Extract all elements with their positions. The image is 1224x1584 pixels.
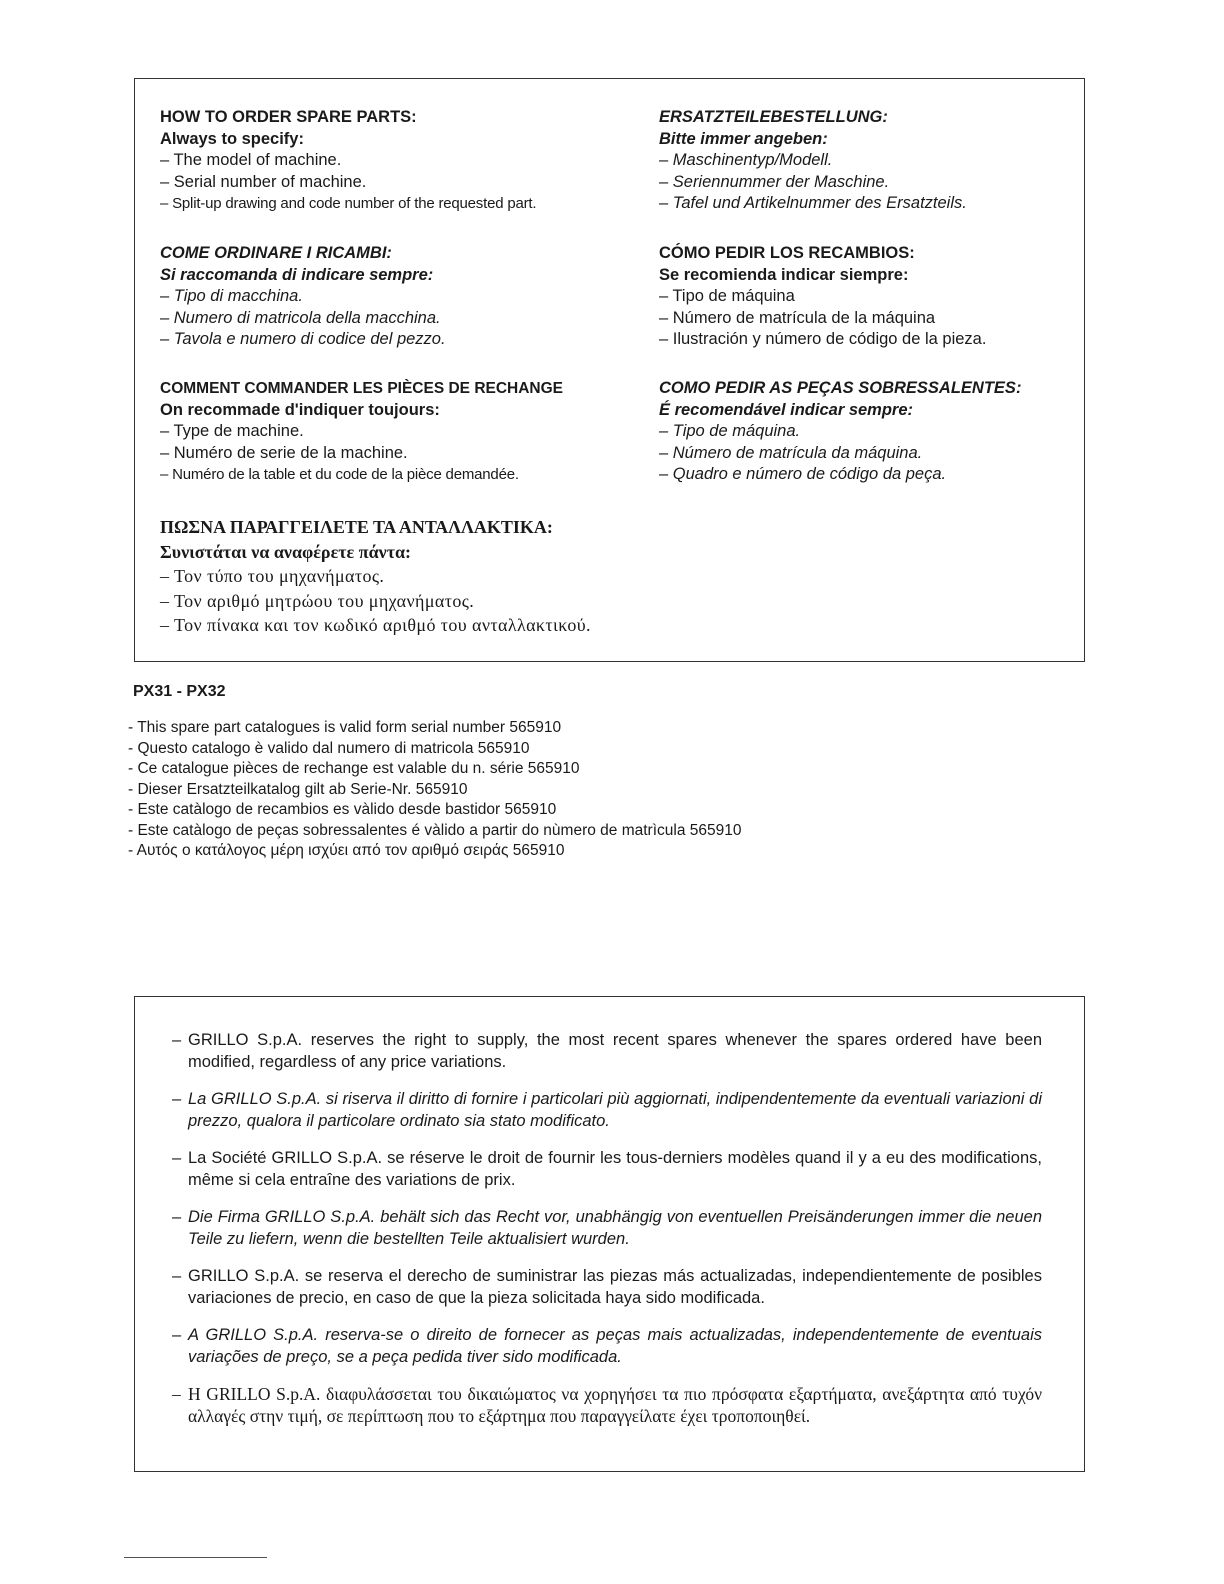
notice-french	[172, 1147, 1042, 1191]
list-item: – Τον τύπο του μηχανήματος.	[160, 566, 385, 586]
list-item: – The model of machine.	[160, 151, 342, 169]
section-french	[160, 378, 563, 486]
list-item: – Quadro e número de código da peça.	[659, 465, 947, 483]
section-english	[160, 107, 536, 215]
notice-text: GRILLO S.p.A. se reserva el derecho de suministrar las piezas más actualizadas, independientemente de posibles variaciones de precio, en caso de que la pieza solicitada haya sido modificada.	[188, 1267, 1042, 1307]
validity-line: - Questo catalogo è valido dal numero di matricola 565910	[128, 739, 530, 757]
section-subtitle: Se recomienda indicar siempre:	[659, 265, 909, 284]
section-title: ERSATZTEILEBESTELLUNG:	[659, 108, 888, 126]
dash: –	[172, 1326, 182, 1344]
notice-portuguese	[172, 1324, 1042, 1368]
validity-line: - Este catàlogo de peças sobressalentes é vàlido a partir do nùmero de matrìcula 565910	[128, 821, 742, 839]
validity-list	[128, 718, 741, 862]
notice-greek	[172, 1383, 1042, 1427]
footer-rule	[124, 1557, 267, 1558]
notice-text: La GRILLO S.p.A. si riserva il diritto di fornire i particolari più aggiornati, indipendentemente da eventuali variazioni di prezzo, qualora il particolare ordinato sia stato modificato.	[188, 1090, 1042, 1130]
validity-line: - Αυτός ο κατάλογος μέρη ισχύει από τον αριθμό σειράς 565910	[128, 842, 565, 859]
section-italian	[160, 243, 446, 351]
validity-line: - This spare part catalogues is valid form serial number 565910	[128, 719, 562, 736]
notice-text: GRILLO S.p.A. reserves the right to supply, the most recent spares whenever the spares ordered have been modified, regardless of any price variations.	[188, 1031, 1042, 1071]
dash: –	[172, 1090, 182, 1108]
list-item: – Número de matrícula da máquina.	[659, 443, 923, 462]
section-subtitle: Always to specify:	[160, 129, 304, 148]
section-title: COMMENT COMMANDER LES PIÈCES DE RECHANGE	[160, 380, 564, 397]
dash: –	[172, 1267, 182, 1285]
list-item: – Numéro de la table et du code de la pièce demandée.	[160, 466, 519, 483]
notice-text: A GRILLO S.p.A. reserva-se o direito de fornecer as peças mais actualizadas, independentemente de eventuais variações de preço, se a peça pedida tiver sido modificada.	[188, 1326, 1042, 1366]
section-greek	[160, 515, 591, 638]
list-item: – Τον αριθμό μητρώου του μηχανήματος.	[160, 590, 475, 611]
list-item: – Tipo de máquina	[659, 287, 795, 305]
dash: –	[172, 1149, 182, 1167]
list-item: – Seriennummer der Maschine.	[659, 172, 890, 191]
notice-spanish	[172, 1265, 1042, 1309]
section-title: CÓMO PEDIR LOS RECAMBIOS:	[659, 244, 915, 262]
list-item: – Tafel und Artikelnummer des Ersatzteils.	[659, 194, 967, 212]
dash: –	[172, 1031, 182, 1049]
list-item: – Tipo de máquina.	[659, 422, 801, 440]
section-title: ΠΩΣΝΑ ΠΑΡΑΓΓΕΙΛΕΤΕ ΤΑ ΑΝΤΑΛΛΑΚΤΙΚΑ:	[160, 517, 553, 537]
notice-english	[172, 1029, 1042, 1073]
section-title: HOW TO ORDER SPARE PARTS:	[160, 108, 417, 126]
list-item: – Tipo di macchina.	[160, 287, 303, 305]
notice-german	[172, 1206, 1042, 1250]
validity-line: - Dieser Ersatzteilkatalog gilt ab Serie-Nr. 565910	[128, 780, 468, 798]
list-item: – Numero di matricola della macchina.	[160, 308, 441, 327]
section-portuguese	[659, 378, 1021, 486]
list-item: – Número de matrícula de la máquina	[659, 308, 936, 327]
list-item: – Tavola e numero di codice del pezzo.	[160, 330, 446, 348]
section-subtitle: Συνιστάται να αναφέρετε πάντα:	[160, 541, 412, 562]
dash: –	[172, 1208, 182, 1226]
validity-line: - Ce catalogue pièces de rechange est valable du n. série 565910	[128, 760, 580, 777]
list-item: – Numéro de serie de la machine.	[160, 443, 408, 462]
section-title: COME ORDINARE I RICAMBI:	[160, 244, 392, 262]
list-item: – Maschinentyp/Modell.	[659, 151, 833, 169]
section-subtitle: Bitte immer angeben:	[659, 129, 828, 148]
section-title: COMO PEDIR AS PEÇAS SOBRESSALENTES:	[659, 379, 1022, 397]
list-item: – Τον πίνακα και τον κωδικό αριθμό του ανταλλακτικού.	[160, 615, 591, 635]
section-german	[659, 107, 967, 215]
supply-notices	[172, 1029, 1042, 1442]
list-item: – Serial number of machine.	[160, 172, 367, 191]
section-spanish	[659, 243, 986, 351]
list-item: – Type de machine.	[160, 422, 304, 440]
list-item: – Split-up drawing and code number of the requested part.	[160, 195, 537, 212]
notice-italian	[172, 1088, 1042, 1132]
dash: –	[172, 1384, 181, 1404]
list-item: – Ilustración y número de código de la pieza.	[659, 330, 987, 348]
notice-text: Η GRILLO S.p.A. διαφυλάσσεται του δικαιώματος να χορηγήσει τα πιο πρόσφατα εξαρτήματα, ανεξάρτητα από τυχόν αλλαγές στην τιμή, σε περίπτωση που το εξάρτημα που παραγγείλατε έχει τροποποιηθεί.	[188, 1384, 1042, 1426]
notice-text: La Société GRILLO S.p.A. se réserve le droit de fournir les tous-derniers modèles quand il y a eu des modifications, même si cela entraîne des variations de prix.	[188, 1149, 1042, 1189]
section-subtitle: É recomendável indicar sempre:	[659, 400, 914, 419]
validity-line: - Este catàlogo de recambios es vàlido desde bastidor 565910	[128, 801, 557, 818]
notice-text: Die Firma GRILLO S.p.A. behält sich das Recht vor, unabhängig von eventuellen Preisänderungen immer die neuen Teile zu liefern, wenn die bestellten Teile aktualisiert wurden.	[188, 1208, 1042, 1248]
section-subtitle: Si raccomanda di indicare sempre:	[160, 265, 434, 284]
section-subtitle: On recommade d'indiquer toujours:	[160, 400, 440, 419]
model-heading: PX31 - PX32	[133, 683, 226, 700]
